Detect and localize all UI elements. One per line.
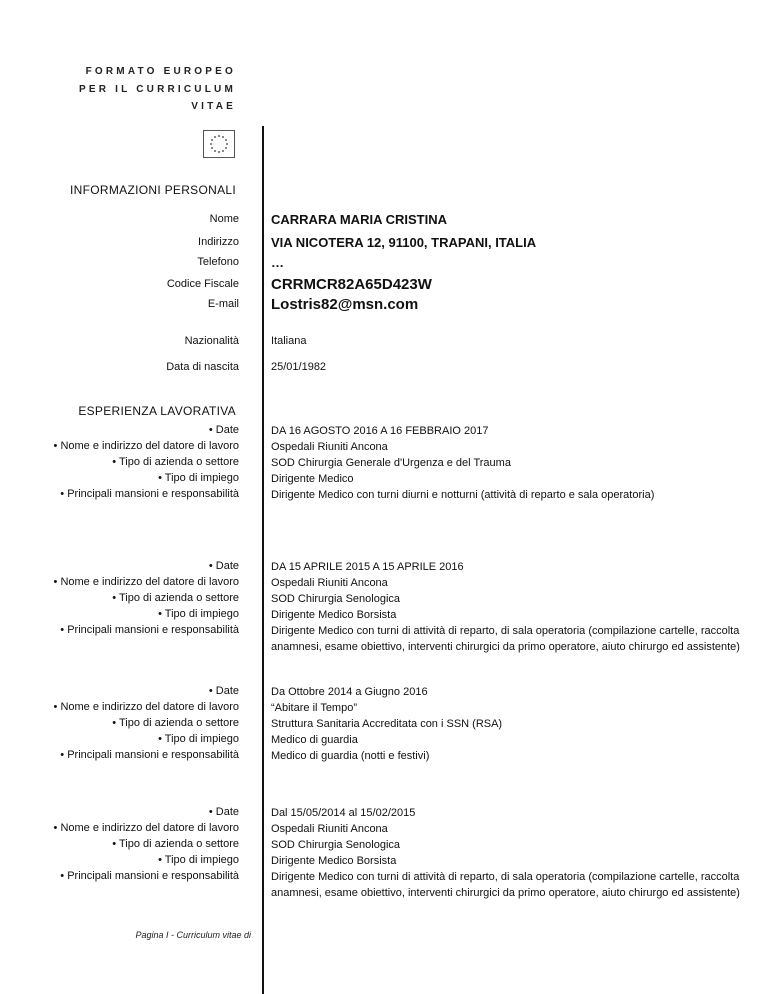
job-type: Dirigente Medico Borsista	[271, 855, 397, 867]
job-entry	[271, 559, 741, 655]
email-value: Lostris82@msn.com	[271, 296, 419, 313]
job-employer: Ospedali Riuniti Ancona	[271, 823, 388, 835]
job-duties: Dirigente Medico con turni diurni e notturni (attività di reparto e sala operatoria)	[271, 489, 655, 501]
job-labels	[54, 422, 239, 502]
email-label: E-mail	[207, 298, 239, 310]
section-work-experience: ESPERIENZA LAVORATIVA	[78, 404, 236, 418]
header-line-2: PER IL CURRICULUM	[79, 84, 236, 95]
job-date: Dal 15/05/2014 al 15/02/2015	[271, 807, 416, 819]
job-type-label: • Tipo di impiego	[158, 472, 239, 484]
date-label: • Date	[208, 560, 239, 572]
eu-flag-icon	[203, 130, 235, 158]
header-line-1: FORMATO EUROPEO	[85, 66, 236, 77]
phone-value: …	[271, 255, 284, 270]
job-type-label: • Tipo di impiego	[158, 733, 239, 745]
job-type: Dirigente Medico	[271, 473, 354, 485]
job-date: DA 16 AGOSTO 2016 A 16 FEBBRAIO 2017	[271, 425, 489, 437]
birth-date-value: 25/01/1982	[271, 361, 327, 373]
phone-label: Telefono	[197, 256, 239, 268]
job-employer: “Abitare il Tempo”	[271, 702, 357, 714]
sector-label: • Tipo di azienda o settore	[112, 592, 239, 604]
address-value: VIA NICOTERA 12, 91100, TRAPANI, ITALIA	[271, 235, 537, 250]
job-entry	[271, 805, 741, 901]
job-duties: Medico di guardia (notti e festivi)	[271, 750, 430, 762]
page-footer: Pagina I - Curriculum vitae di	[135, 930, 251, 940]
job-type-label: • Tipo di impiego	[158, 608, 239, 620]
sector-label: • Tipo di azienda o settore	[112, 717, 239, 729]
job-type: Medico di guardia	[271, 734, 358, 746]
duties-label: • Principali mansioni e responsabilità	[60, 624, 239, 636]
job-employer: Ospedali Riuniti Ancona	[271, 577, 388, 589]
job-sector: SOD Chirurgia Senologica	[271, 593, 401, 605]
job-date: Da Ottobre 2014 a Giugno 2016	[271, 686, 428, 698]
date-label: • Date	[208, 685, 239, 697]
employer-label: • Nome e indirizzo del datore di lavoro	[53, 440, 239, 452]
duties-label: • Principali mansioni e responsabilità	[60, 749, 239, 761]
job-sector: Struttura Sanitaria Accreditata con i SSN (RSA)	[271, 718, 503, 730]
sector-label: • Tipo di azienda o settore	[112, 838, 239, 850]
name-value: CARRARA MARIA CRISTINA	[271, 212, 447, 227]
duties-label: • Principali mansioni e responsabilità	[60, 488, 239, 500]
date-label: • Date	[208, 424, 239, 436]
header-line-3: VITAE	[191, 101, 236, 112]
column-divider	[262, 126, 264, 994]
birth-date-label: Data di nascita	[166, 361, 239, 373]
address-label: Indirizzo	[198, 236, 239, 248]
employer-label: • Nome e indirizzo del datore di lavoro	[53, 576, 239, 588]
job-sector: SOD Chirurgia Generale d'Urgenza e del Trauma	[271, 457, 511, 469]
job-duties: Dirigente Medico con turni di attività di reparto, di sala operatoria (compilazione cartelle, raccolta anamnesi, esame obiettivo, interventi chirurgici da primo operatore, aiuto chirurgo ed assistente)	[271, 625, 740, 653]
job-entry	[271, 423, 741, 503]
job-type: Dirigente Medico Borsista	[271, 609, 397, 621]
job-sector: SOD Chirurgia Senologica	[271, 839, 401, 851]
job-date: DA 15 APRILE 2015 A 15 APRILE 2016	[271, 561, 464, 573]
nationality-value: Italiana	[271, 335, 307, 347]
duties-label: • Principali mansioni e responsabilità	[60, 870, 239, 882]
sector-label: • Tipo di azienda o settore	[112, 456, 239, 468]
job-employer: Ospedali Riuniti Ancona	[271, 441, 388, 453]
employer-label: • Nome e indirizzo del datore di lavoro	[53, 701, 239, 713]
job-labels	[54, 804, 239, 884]
date-label: • Date	[208, 806, 239, 818]
name-label: Nome	[209, 213, 239, 225]
job-labels	[54, 683, 239, 763]
job-duties: Dirigente Medico con turni di attività di reparto, di sala operatoria (compilazione cartelle, raccolta anamnesi, esame obiettivo, interventi chirurgici da primo operatore, aiuto chirurgo ed assistente)	[271, 871, 740, 899]
job-entry	[271, 684, 741, 764]
section-personal-info: INFORMAZIONI PERSONALI	[70, 183, 236, 197]
fiscal-code-value: CRRMCR82A65D423W	[271, 276, 432, 293]
nationality-label: Nazionalità	[184, 335, 239, 347]
job-type-label: • Tipo di impiego	[158, 854, 239, 866]
employer-label: • Nome e indirizzo del datore di lavoro	[53, 822, 239, 834]
job-labels	[54, 558, 239, 638]
fiscal-code-label: Codice Fiscale	[166, 278, 239, 290]
